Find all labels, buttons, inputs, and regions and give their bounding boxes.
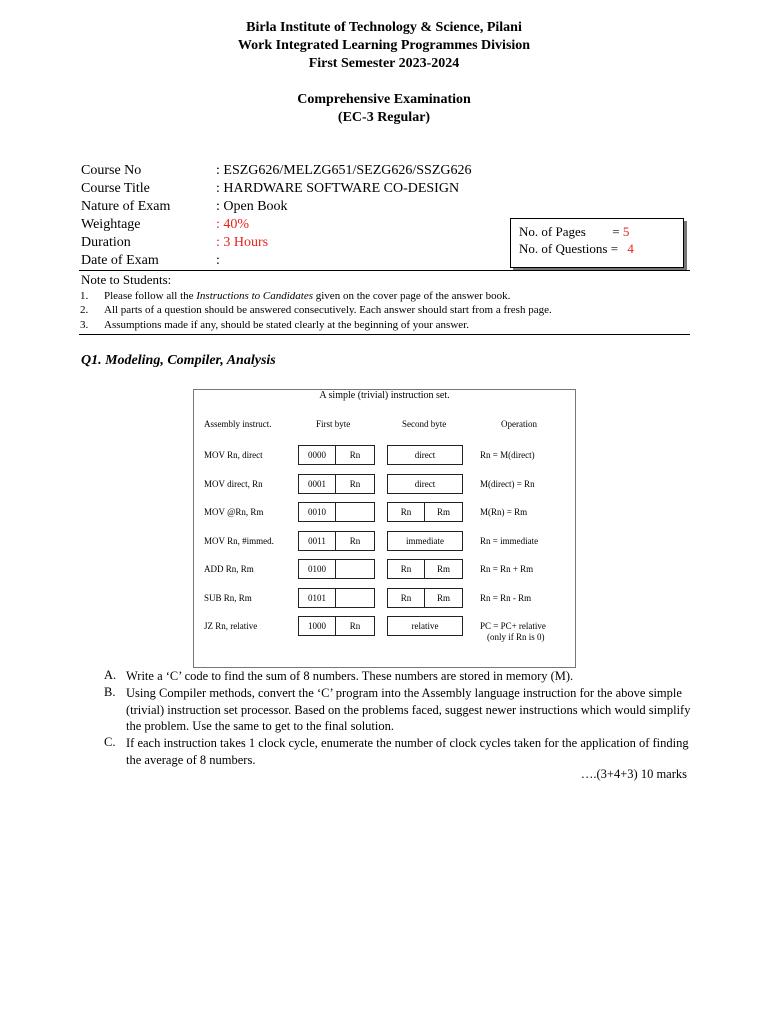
row-second-byte: direct bbox=[387, 474, 463, 494]
row-assembly: JZ Rn, relative bbox=[204, 621, 258, 631]
header-operation: Operation bbox=[501, 419, 537, 429]
row-assembly: SUB Rn, Rm bbox=[204, 593, 252, 603]
row-opcode: 0100 bbox=[298, 559, 336, 579]
institute-name: Birla Institute of Technology & Science, Pilani bbox=[246, 20, 522, 35]
pages-questions-box bbox=[510, 218, 684, 268]
question-title: Q1. Modeling, Compiler, Analysis bbox=[81, 353, 276, 368]
row-opcode: 0011 bbox=[298, 531, 336, 551]
nature-of-exam-value: : Open Book bbox=[216, 199, 288, 214]
row-assembly: ADD Rn, Rm bbox=[204, 564, 254, 574]
instruction-set-figure bbox=[193, 389, 576, 668]
row-opcode: 0010 bbox=[298, 502, 336, 522]
row-reg1: Rn bbox=[335, 445, 375, 465]
subpart-letter: C. bbox=[104, 735, 116, 749]
note-text-post: given on the cover page of the answer book. bbox=[313, 290, 511, 302]
exam-title: Comprehensive Examination bbox=[297, 92, 471, 107]
note-text-pre: Please follow all the bbox=[104, 290, 197, 302]
division-name: Work Integrated Learning Programmes Division bbox=[237, 38, 531, 53]
questions-line bbox=[519, 241, 634, 257]
row-operation: Rn = Rn - Rm bbox=[480, 593, 532, 603]
pages-eq: = bbox=[612, 224, 620, 239]
weightage-value: : 40% bbox=[216, 217, 250, 232]
row-opcode: 0000 bbox=[298, 445, 336, 465]
pages-line bbox=[519, 224, 629, 240]
subpart-letter: A. bbox=[104, 668, 117, 682]
course-title-value: : HARDWARE SOFTWARE CO-DESIGN bbox=[216, 181, 460, 196]
row-second-byte-b: Rm bbox=[424, 502, 463, 522]
pages-value: 5 bbox=[622, 224, 630, 239]
row-second-byte: immediate bbox=[387, 531, 463, 551]
course-no-label: Course No bbox=[81, 163, 142, 178]
row-assembly: MOV @Rn, Rm bbox=[204, 507, 264, 517]
row-opcode: 0101 bbox=[298, 588, 336, 608]
pages-label: No. of Pages bbox=[519, 224, 586, 239]
row-reg1: Rn bbox=[335, 616, 375, 636]
row-second-byte-a: Rn bbox=[387, 502, 425, 522]
subpart-text: Using Compiler methods, convert the ‘C’ program into the Assembly language instruction for the above simple (trivial) instruction set processor. Based on the problems faced, suggest newer instructions which would simplify the problem. Use the same to get to the final solution. bbox=[126, 686, 691, 733]
row-operation-note: (only if Rn is 0) bbox=[487, 632, 545, 642]
notes-title: Note to Students: bbox=[81, 272, 172, 287]
row-operation: Rn = M(direct) bbox=[480, 450, 535, 460]
row-second-byte-b: Rm bbox=[424, 559, 463, 579]
row-reg1 bbox=[335, 559, 375, 579]
row-reg1 bbox=[335, 502, 375, 522]
weightage-label: Weightage bbox=[81, 217, 141, 232]
marks-allocation: ….(3+4+3) 10 marks bbox=[580, 767, 687, 781]
subpart-text: If each instruction takes 1 clock cycle, enumerate the number of clock cycles taken for the application of finding the average of 8 numbers. bbox=[126, 736, 689, 767]
date-of-exam-label: Date of Exam bbox=[81, 253, 159, 268]
row-second-byte-a: Rn bbox=[387, 559, 425, 579]
duration-value: : 3 Hours bbox=[216, 235, 269, 250]
subpart-letter: B. bbox=[104, 685, 116, 699]
row-second-byte: relative bbox=[387, 616, 463, 636]
header-first-byte: First byte bbox=[316, 419, 351, 429]
row-second-byte: direct bbox=[387, 445, 463, 465]
header-second-byte: Second byte bbox=[402, 419, 447, 429]
note-text: All parts of a question should be answered consecutively. Each answer should start from a fresh page. bbox=[104, 304, 552, 316]
course-title-label: Course Title bbox=[81, 181, 150, 196]
row-assembly: MOV direct, Rn bbox=[204, 479, 263, 489]
duration-label: Duration bbox=[81, 235, 131, 250]
notes-bottom-rule bbox=[79, 334, 690, 335]
note-text bbox=[104, 290, 510, 302]
exam-type: (EC-3 Regular) bbox=[337, 110, 431, 125]
note-number: 1. bbox=[80, 290, 89, 302]
row-operation: M(direct) = Rn bbox=[480, 479, 535, 489]
row-reg1: Rn bbox=[335, 474, 375, 494]
note-number: 2. bbox=[80, 304, 89, 316]
note-text-emphasis: Instructions to Candidates bbox=[196, 290, 313, 302]
date-of-exam-value: : bbox=[216, 253, 220, 268]
row-operation: Rn = Rn + Rm bbox=[480, 564, 534, 574]
semester: First Semester 2023-2024 bbox=[308, 56, 460, 71]
figure-title: A simple (trivial) instruction set. bbox=[319, 390, 450, 401]
row-assembly: MOV Rn, direct bbox=[204, 450, 263, 460]
questions-label: No. of Questions = bbox=[519, 241, 619, 256]
note-text: Assumptions made if any, should be stated clearly at the beginning of your answer. bbox=[104, 319, 469, 331]
subpart-text: Write a ‘C’ code to find the sum of 8 numbers. These numbers are stored in memory (M). bbox=[126, 669, 574, 683]
row-second-byte-a: Rn bbox=[387, 588, 425, 608]
row-assembly: MOV Rn, #immed. bbox=[204, 536, 274, 546]
row-second-byte-b: Rm bbox=[424, 588, 463, 608]
course-no-value: : ESZG626/MELZG651/SEZG626/SSZG626 bbox=[216, 163, 472, 178]
row-operation: Rn = immediate bbox=[480, 536, 539, 546]
questions-value: 4 bbox=[627, 241, 634, 256]
row-opcode: 0001 bbox=[298, 474, 336, 494]
nature-of-exam-label: Nature of Exam bbox=[81, 199, 171, 214]
row-operation: PC = PC+ relative bbox=[480, 621, 546, 631]
row-reg1: Rn bbox=[335, 531, 375, 551]
header-assembly: Assembly instruct. bbox=[204, 419, 272, 429]
row-reg1 bbox=[335, 588, 375, 608]
note-number: 3. bbox=[80, 319, 89, 331]
row-operation: M(Rn) = Rm bbox=[480, 507, 528, 517]
row-opcode: 1000 bbox=[298, 616, 336, 636]
notes-top-rule bbox=[79, 270, 690, 271]
